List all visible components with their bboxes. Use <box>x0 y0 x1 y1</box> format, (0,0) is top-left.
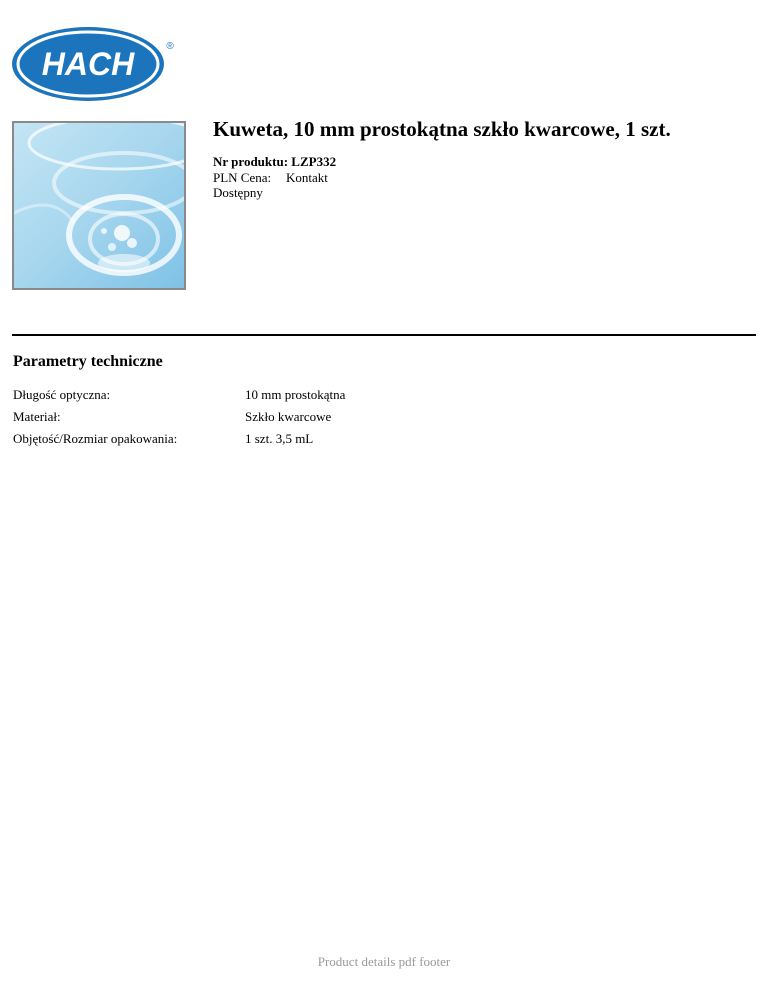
hach-logo <box>10 25 178 103</box>
spec-label: Materiał: <box>13 409 61 424</box>
spec-row <box>13 409 345 431</box>
availability: Dostępny <box>213 185 263 200</box>
product-image <box>12 121 186 290</box>
spec-row <box>13 387 345 409</box>
product-info <box>213 154 336 201</box>
sku-label: Nr produktu: <box>213 154 289 169</box>
spec-row <box>13 431 345 453</box>
spec-label: Długość optyczna: <box>13 387 111 402</box>
sku-row <box>213 154 336 170</box>
logo-text: HACH <box>41 46 135 82</box>
spec-label: Objętość/Rozmiar opakowania: <box>13 431 178 446</box>
sku-value: LZP332 <box>291 154 337 169</box>
page-footer: Product details pdf footer <box>317 954 451 969</box>
price-row <box>213 170 336 186</box>
price-label: PLN Cena: <box>213 169 272 185</box>
registered-mark: ® <box>166 41 174 52</box>
specs-table <box>13 387 345 453</box>
spec-value: 10 mm prostokątna <box>245 387 346 402</box>
water-drop-icon <box>14 123 184 288</box>
price-value: Kontakt <box>286 169 328 185</box>
section-divider <box>12 334 756 336</box>
product-title: Kuweta, 10 mm prostokątna szkło kwarcowe, 1 szt. <box>213 117 671 141</box>
spec-value: Szkło kwarcowe <box>245 409 332 424</box>
specs-title: Parametry techniczne <box>13 353 163 370</box>
spec-value: 1 szt. 3,5 mL <box>245 431 314 446</box>
